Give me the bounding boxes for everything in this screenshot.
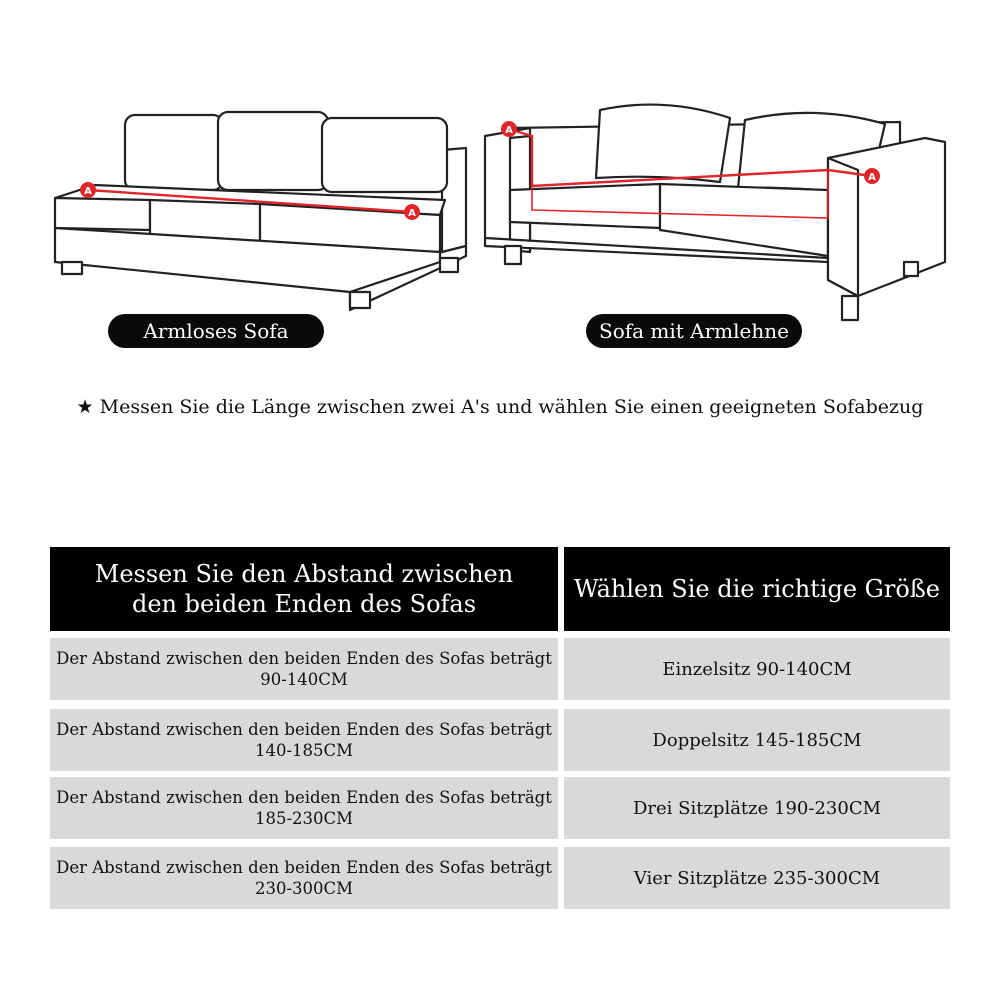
armless-sofa-label: Armloses Sofa — [108, 314, 324, 348]
table-row-1-size: Einzelsitz 90-140CM — [564, 638, 950, 700]
table-row-3-distance: Der Abstand zwischen den beiden Enden des Sofas beträgt 185-230CM — [50, 777, 558, 839]
marker-a-armed-right — [864, 168, 880, 184]
table-row-2-distance: Der Abstand zwischen den beiden Enden des Sofas beträgt 140-185CM — [50, 709, 558, 771]
marker-a-armed-left — [501, 121, 517, 137]
svg-text:A: A — [84, 186, 92, 197]
table-header-distance: Messen Sie den Abstand zwischen den beiden Enden des Sofas — [50, 547, 558, 631]
sofa-illustrations — [0, 0, 1000, 360]
table-header-size: Wählen Sie die richtige Größe — [564, 547, 950, 631]
table-row-4-distance: Der Abstand zwischen den beiden Enden des Sofas beträgt 230-300CM — [50, 847, 558, 909]
marker-a-armless-left — [80, 182, 96, 198]
measurement-instruction: ★ Messen Sie die Länge zwischen zwei A's und wählen Sie einen geeigneten Sofabezug — [76, 396, 924, 418]
table-row-3-size: Drei Sitzplätze 190-230CM — [564, 777, 950, 839]
table-row-1-distance: Der Abstand zwischen den beiden Enden des Sofas beträgt 90-140CM — [50, 638, 558, 700]
armed-sofa-drawing — [485, 105, 945, 320]
table-row-2-size: Doppelsitz 145-185CM — [564, 709, 950, 771]
armed-sofa-label: Sofa mit Armlehne — [586, 314, 802, 348]
svg-text:A: A — [505, 125, 513, 136]
table-row-4-size: Vier Sitzplätze 235-300CM — [564, 847, 950, 909]
marker-a-armless-right — [404, 204, 420, 220]
svg-text:A: A — [408, 208, 416, 219]
svg-text:A: A — [868, 172, 876, 183]
